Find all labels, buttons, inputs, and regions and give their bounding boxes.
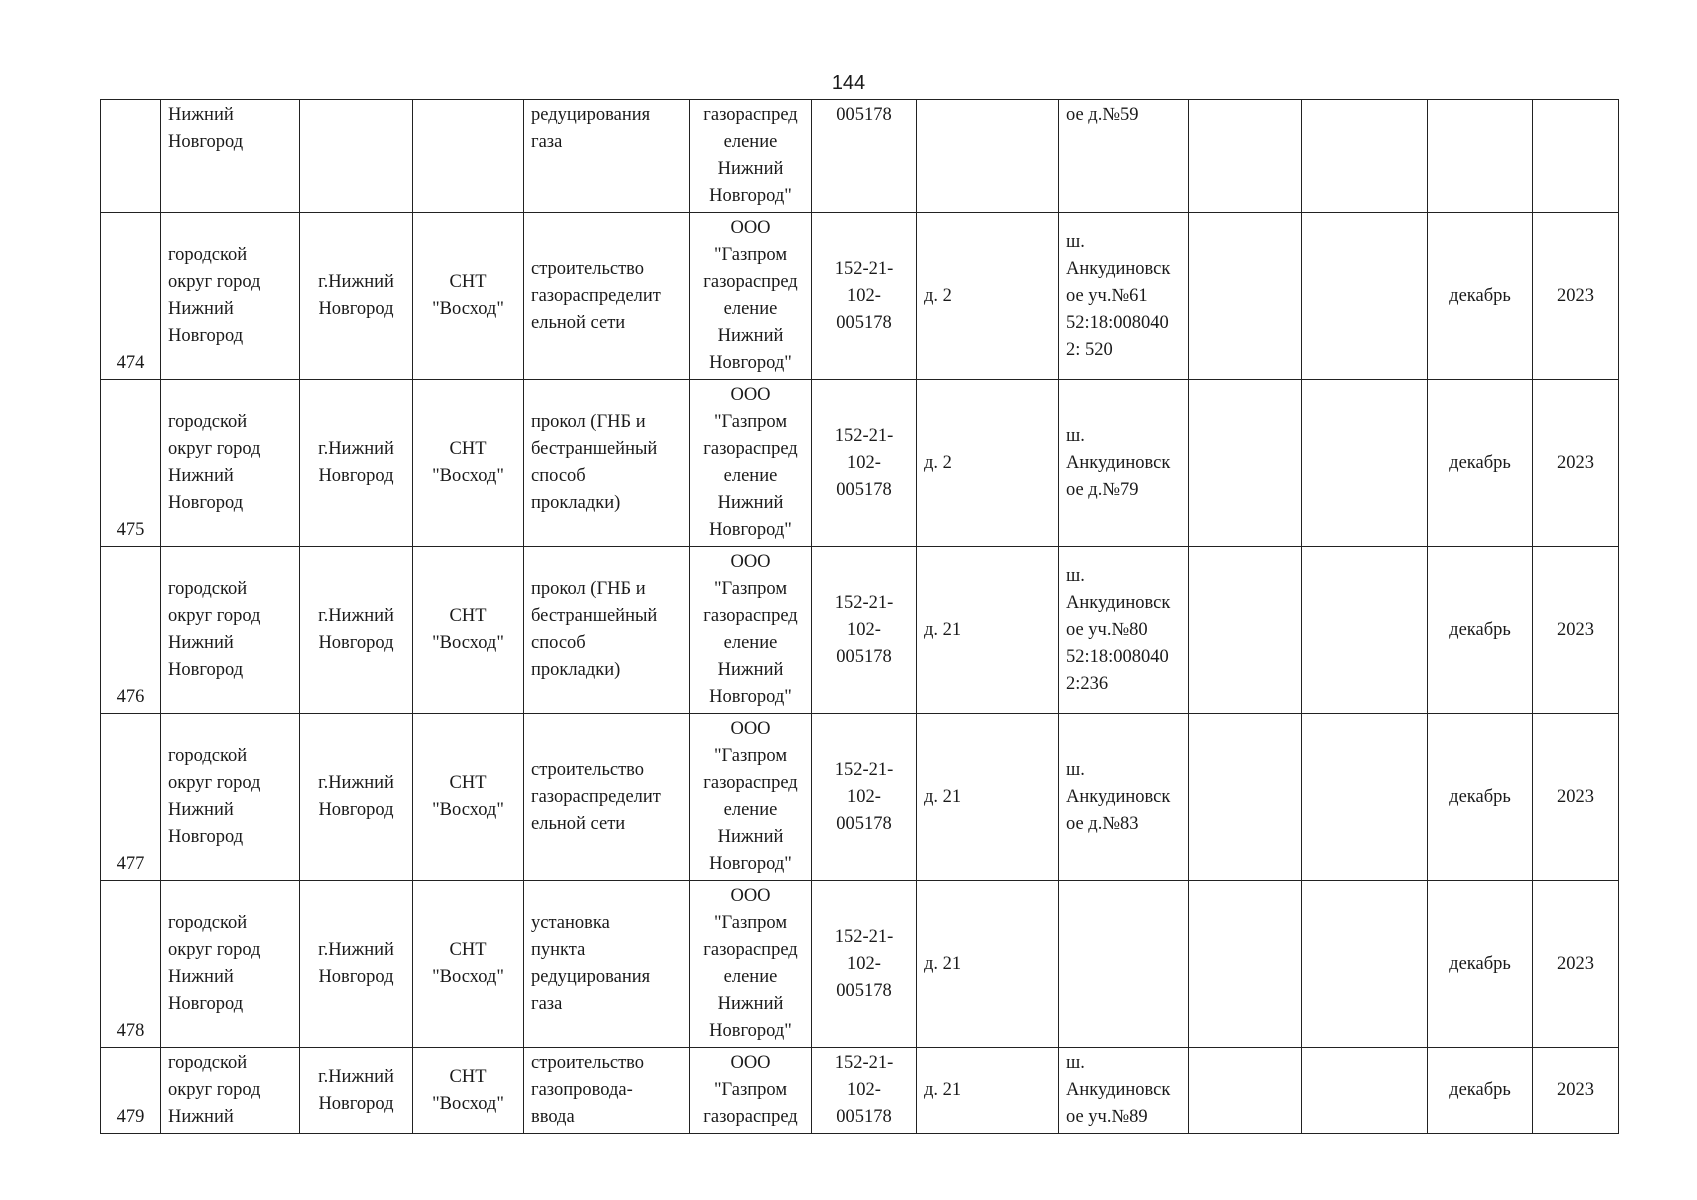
cell-empty	[1189, 714, 1302, 881]
cell-street: д. 21	[917, 714, 1059, 881]
cell-month: декабрь	[1428, 881, 1533, 1048]
cell-empty	[1189, 100, 1302, 213]
table-row	[101, 881, 1619, 1048]
cell-city: г.Нижний Новгород	[300, 714, 413, 881]
cell-code: 005178	[812, 100, 917, 213]
cell-empty	[1189, 881, 1302, 1048]
cell-month	[1428, 100, 1533, 213]
cell-street: д. 21	[917, 547, 1059, 714]
cell-empty	[1302, 714, 1428, 881]
cell-code: 152-21- 102- 005178	[812, 881, 917, 1048]
cell-num: 475	[101, 380, 161, 547]
cell-num	[101, 100, 161, 213]
table-row	[101, 380, 1619, 547]
cell-org: ООО "Газпром газораспред еление Нижний Новгород"	[690, 547, 812, 714]
cell-snt: СНТ "Восход"	[413, 547, 524, 714]
cell-street: д. 2	[917, 213, 1059, 380]
cell-snt: СНТ "Восход"	[413, 881, 524, 1048]
cell-empty	[1302, 213, 1428, 380]
table-row	[101, 213, 1619, 380]
cell-empty	[1189, 547, 1302, 714]
cell-address: ш. Анкудиновск ое д.№83	[1059, 714, 1189, 881]
cell-num: 476	[101, 547, 161, 714]
cell-address: ш. Анкудиновск ое д.№79	[1059, 380, 1189, 547]
cell-num: 478	[101, 881, 161, 1048]
cell-work: установка пункта редуцирования газа	[524, 881, 690, 1048]
cell-street	[917, 100, 1059, 213]
cell-empty	[1302, 881, 1428, 1048]
cell-year: 2023	[1533, 380, 1619, 547]
cell-year	[1533, 100, 1619, 213]
cell-org: газораспред еление Нижний Новгород"	[690, 100, 812, 213]
cell-snt	[413, 100, 524, 213]
cell-street: д. 21	[917, 1048, 1059, 1134]
page-number: 144	[831, 72, 866, 94]
cell-month: декабрь	[1428, 1048, 1533, 1134]
cell-work: строительство газораспределит ельной сети	[524, 213, 690, 380]
cell-num: 479	[101, 1048, 161, 1134]
table-row	[101, 1048, 1619, 1134]
cell-empty	[1189, 380, 1302, 547]
cell-address: ш. Анкудиновск ое уч.№80 52:18:008040 2:236	[1059, 547, 1189, 714]
cell-year: 2023	[1533, 213, 1619, 380]
cell-address: ое д.№59	[1059, 100, 1189, 213]
cell-num: 477	[101, 714, 161, 881]
table-row	[101, 547, 1619, 714]
cell-snt: СНТ "Восход"	[413, 1048, 524, 1134]
cell-empty	[1189, 1048, 1302, 1134]
cell-empty	[1302, 380, 1428, 547]
cell-empty	[1302, 1048, 1428, 1134]
table-row-continuation	[101, 100, 1619, 213]
works-table	[100, 99, 1619, 1134]
cell-code: 152-21- 102- 005178	[812, 1048, 917, 1134]
cell-empty	[1302, 100, 1428, 213]
cell-municipality: городской округ город Нижний	[161, 1048, 300, 1134]
cell-work: прокол (ГНБ и бестраншейный способ прокладки)	[524, 547, 690, 714]
cell-org: ООО "Газпром газораспред еление Нижний Новгород"	[690, 380, 812, 547]
cell-work: прокол (ГНБ и бестраншейный способ прокладки)	[524, 380, 690, 547]
table-row	[101, 714, 1619, 881]
cell-address	[1059, 881, 1189, 1048]
cell-code: 152-21- 102- 005178	[812, 714, 917, 881]
cell-empty	[1189, 213, 1302, 380]
cell-org: ООО "Газпром газораспред еление Нижний Новгород"	[690, 714, 812, 881]
cell-year: 2023	[1533, 1048, 1619, 1134]
cell-year: 2023	[1533, 547, 1619, 714]
cell-work: редуцирования газа	[524, 100, 690, 213]
cell-street: д. 21	[917, 881, 1059, 1048]
cell-municipality: городской округ город Нижний Новгород	[161, 881, 300, 1048]
cell-address: ш. Анкудиновск ое уч.№61 52:18:008040 2: 520	[1059, 213, 1189, 380]
cell-snt: СНТ "Восход"	[413, 213, 524, 380]
cell-municipality: городской округ город Нижний Новгород	[161, 213, 300, 380]
cell-city: г.Нижний Новгород	[300, 881, 413, 1048]
cell-org: ООО "Газпром газораспред еление Нижний Новгород"	[690, 213, 812, 380]
cell-year: 2023	[1533, 714, 1619, 881]
cell-month: декабрь	[1428, 380, 1533, 547]
cell-year: 2023	[1533, 881, 1619, 1048]
cell-municipality: городской округ город Нижний Новгород	[161, 380, 300, 547]
cell-work: строительство газопровода- ввода	[524, 1048, 690, 1134]
cell-code: 152-21- 102- 005178	[812, 380, 917, 547]
cell-municipality: городской округ город Нижний Новгород	[161, 714, 300, 881]
cell-org: ООО "Газпром газораспред еление Нижний Новгород"	[690, 881, 812, 1048]
cell-municipality: городской округ город Нижний Новгород	[161, 547, 300, 714]
cell-work: строительство газораспределит ельной сети	[524, 714, 690, 881]
cell-empty	[1302, 547, 1428, 714]
cell-month: декабрь	[1428, 213, 1533, 380]
cell-code: 152-21- 102- 005178	[812, 547, 917, 714]
cell-city: г.Нижний Новгород	[300, 547, 413, 714]
cell-municipality: Нижний Новгород	[161, 100, 300, 213]
cell-city	[300, 100, 413, 213]
cell-month: декабрь	[1428, 714, 1533, 881]
cell-snt: СНТ "Восход"	[413, 380, 524, 547]
cell-city: г.Нижний Новгород	[300, 1048, 413, 1134]
cell-city: г.Нижний Новгород	[300, 380, 413, 547]
cell-num: 474	[101, 213, 161, 380]
cell-month: декабрь	[1428, 547, 1533, 714]
cell-city: г.Нижний Новгород	[300, 213, 413, 380]
cell-street: д. 2	[917, 380, 1059, 547]
cell-org: ООО "Газпром газораспред	[690, 1048, 812, 1134]
cell-address: ш. Анкудиновск ое уч.№89	[1059, 1048, 1189, 1134]
cell-code: 152-21- 102- 005178	[812, 213, 917, 380]
cell-snt: СНТ "Восход"	[413, 714, 524, 881]
